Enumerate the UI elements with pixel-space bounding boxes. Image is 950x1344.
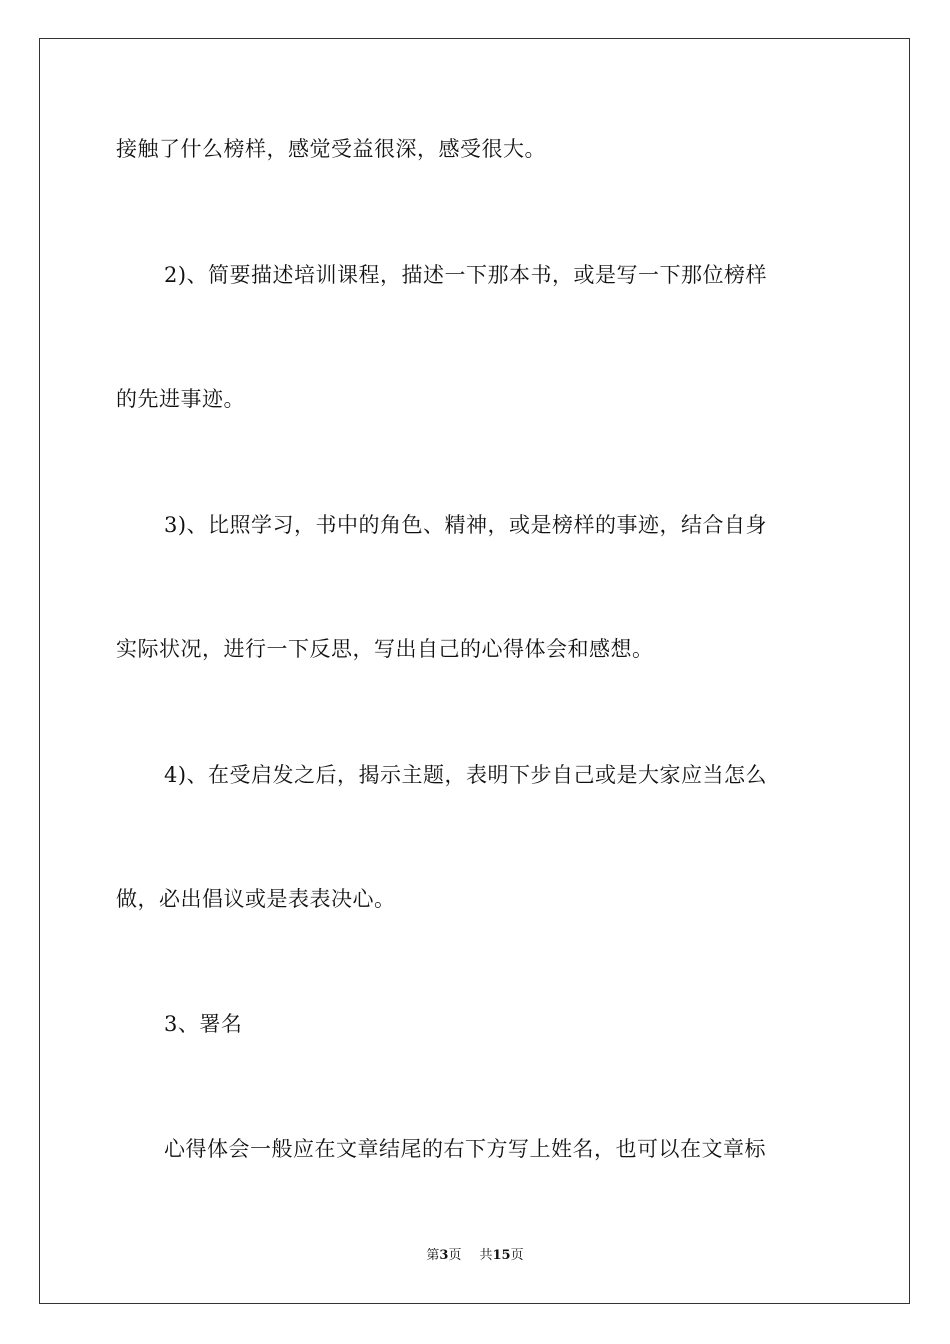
total-pages: 15 <box>492 1248 511 1263</box>
paragraph-line: 4)、在受启发之后，揭示主题，表明下步自己或是大家应当怎么 <box>164 763 768 787</box>
section-heading: 3、署名 <box>164 1012 243 1036</box>
page-suffix: 页 <box>448 1248 462 1263</box>
paragraph-line: 实际状况，进行一下反思，写出自己的心得体会和感想。 <box>116 637 654 661</box>
paragraph-line: 2)、简要描述培训课程，描述一下那本书，或是写一下那位榜样 <box>164 263 768 287</box>
total-prefix: 共 <box>479 1248 493 1263</box>
paragraph-line: 的先进事迹。 <box>116 387 245 411</box>
paragraph-line: 心得体会一般应在文章结尾的右下方写上姓名，也可以在文章标 <box>164 1137 766 1161</box>
paragraph-line: 3)、比照学习，书中的角色、精神，或是榜样的事迹，结合自身 <box>164 513 768 537</box>
page-prefix: 第 <box>426 1248 440 1263</box>
total-suffix: 页 <box>510 1248 524 1263</box>
page-border <box>39 38 910 1304</box>
page-footer <box>0 1247 950 1265</box>
paragraph-line: 做，必出倡议或是表表决心。 <box>116 887 396 911</box>
page-number: 3 <box>439 1248 449 1263</box>
paragraph-line: 接触了什么榜样，感觉受益很深，感受很大。 <box>116 137 546 161</box>
